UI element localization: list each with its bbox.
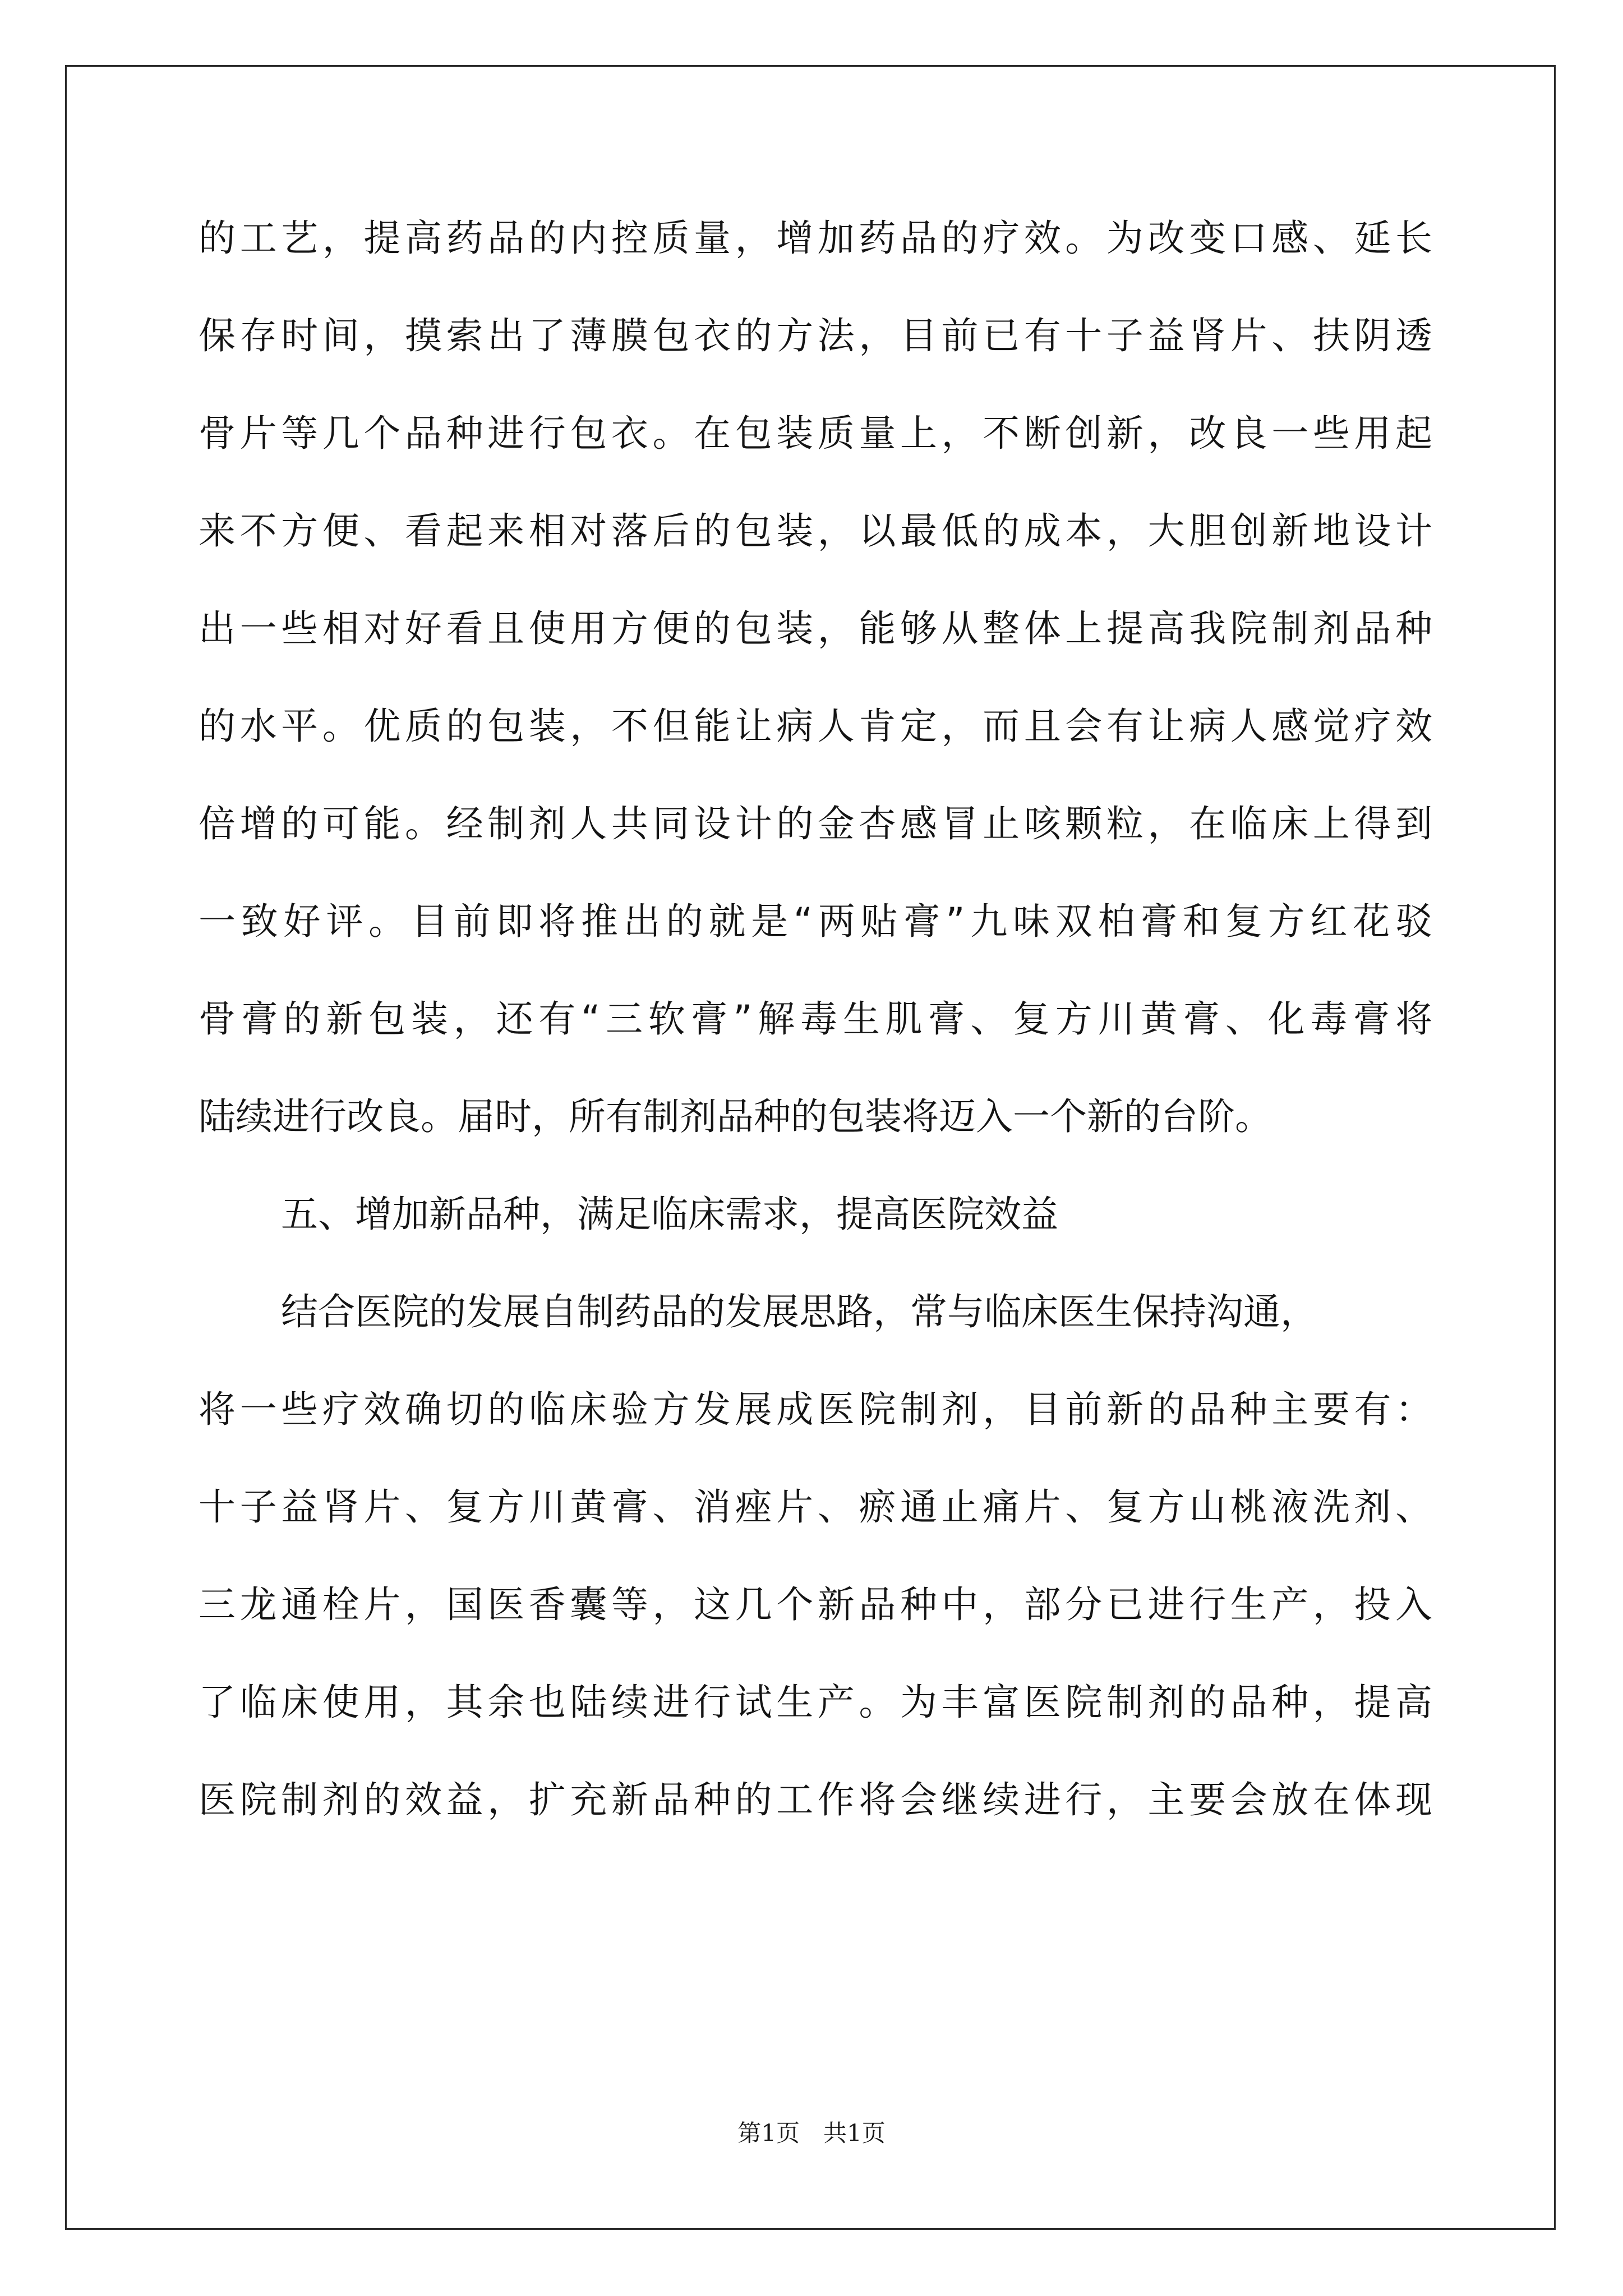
section-heading: 五、增加新品种，满足临床需求，提高医院效益 <box>281 1193 1058 1236</box>
body-line-2: 保存时间，摸索出了薄膜包衣的方法，目前已有十子益肾片、扶阴透 <box>199 314 1432 357</box>
body-line-16: 了临床使用，其余也陆续进行试生产。为丰富医院制剂的品种，提高 <box>199 1681 1432 1724</box>
body-line-15: 三龙通栓片，国医香囊等，这几个新品种中，部分已进行生产，投入 <box>199 1583 1432 1626</box>
body-line-17: 医院制剂的效益，扩充新品种的工作将会继续进行，主要会放在体现 <box>199 1778 1432 1821</box>
body-line-4: 来不方便、看起来相对落后的包装，以最低的成本，大胆创新地设计 <box>199 509 1432 553</box>
body-line-1: 的工艺，提高药品的内控质量，增加药品的疗效。为改变口感、延长 <box>199 217 1432 260</box>
body-line-10: 陆续进行改良。届时，所有制剂品种的包装将迈入一个新的台阶。 <box>199 1095 1272 1138</box>
document-body <box>199 210 1432 1870</box>
body-line-5: 出一些相对好看且使用方便的包装，能够从整体上提高我院制剂品种 <box>199 607 1432 650</box>
body-line-7: 倍增的可能。经制剂人共同设计的金杏感冒止咳颗粒，在临床上得到 <box>199 802 1432 845</box>
body-line-12: 结合医院的发展自制药品的发展思路，常与临床医生保持沟通， <box>281 1290 1317 1333</box>
page-footer: 第1页 共1页 <box>737 2119 886 2147</box>
body-line-9: 骨膏的新包装，还有“三软膏”解毒生肌膏、复方川黄膏、化毒膏将 <box>199 997 1432 1041</box>
body-line-13: 将一些疗效确切的临床验方发展成医院制剂，目前新的品种主要有： <box>199 1388 1432 1431</box>
body-line-14: 十子益肾片、复方川黄膏、消痤片、瘀通止痛片、复方山桃液洗剂、 <box>199 1485 1432 1529</box>
body-line-6: 的水平。优质的包装，不但能让病人肯定，而且会有让病人感觉疗效 <box>199 705 1432 748</box>
body-line-8: 一致好评。目前即将推出的就是“两贴膏”九味双柏膏和复方红花驳 <box>199 900 1432 943</box>
body-line-3: 骨片等几个品种进行包衣。在包装质量上，不断创新，改良一些用起 <box>199 412 1432 455</box>
